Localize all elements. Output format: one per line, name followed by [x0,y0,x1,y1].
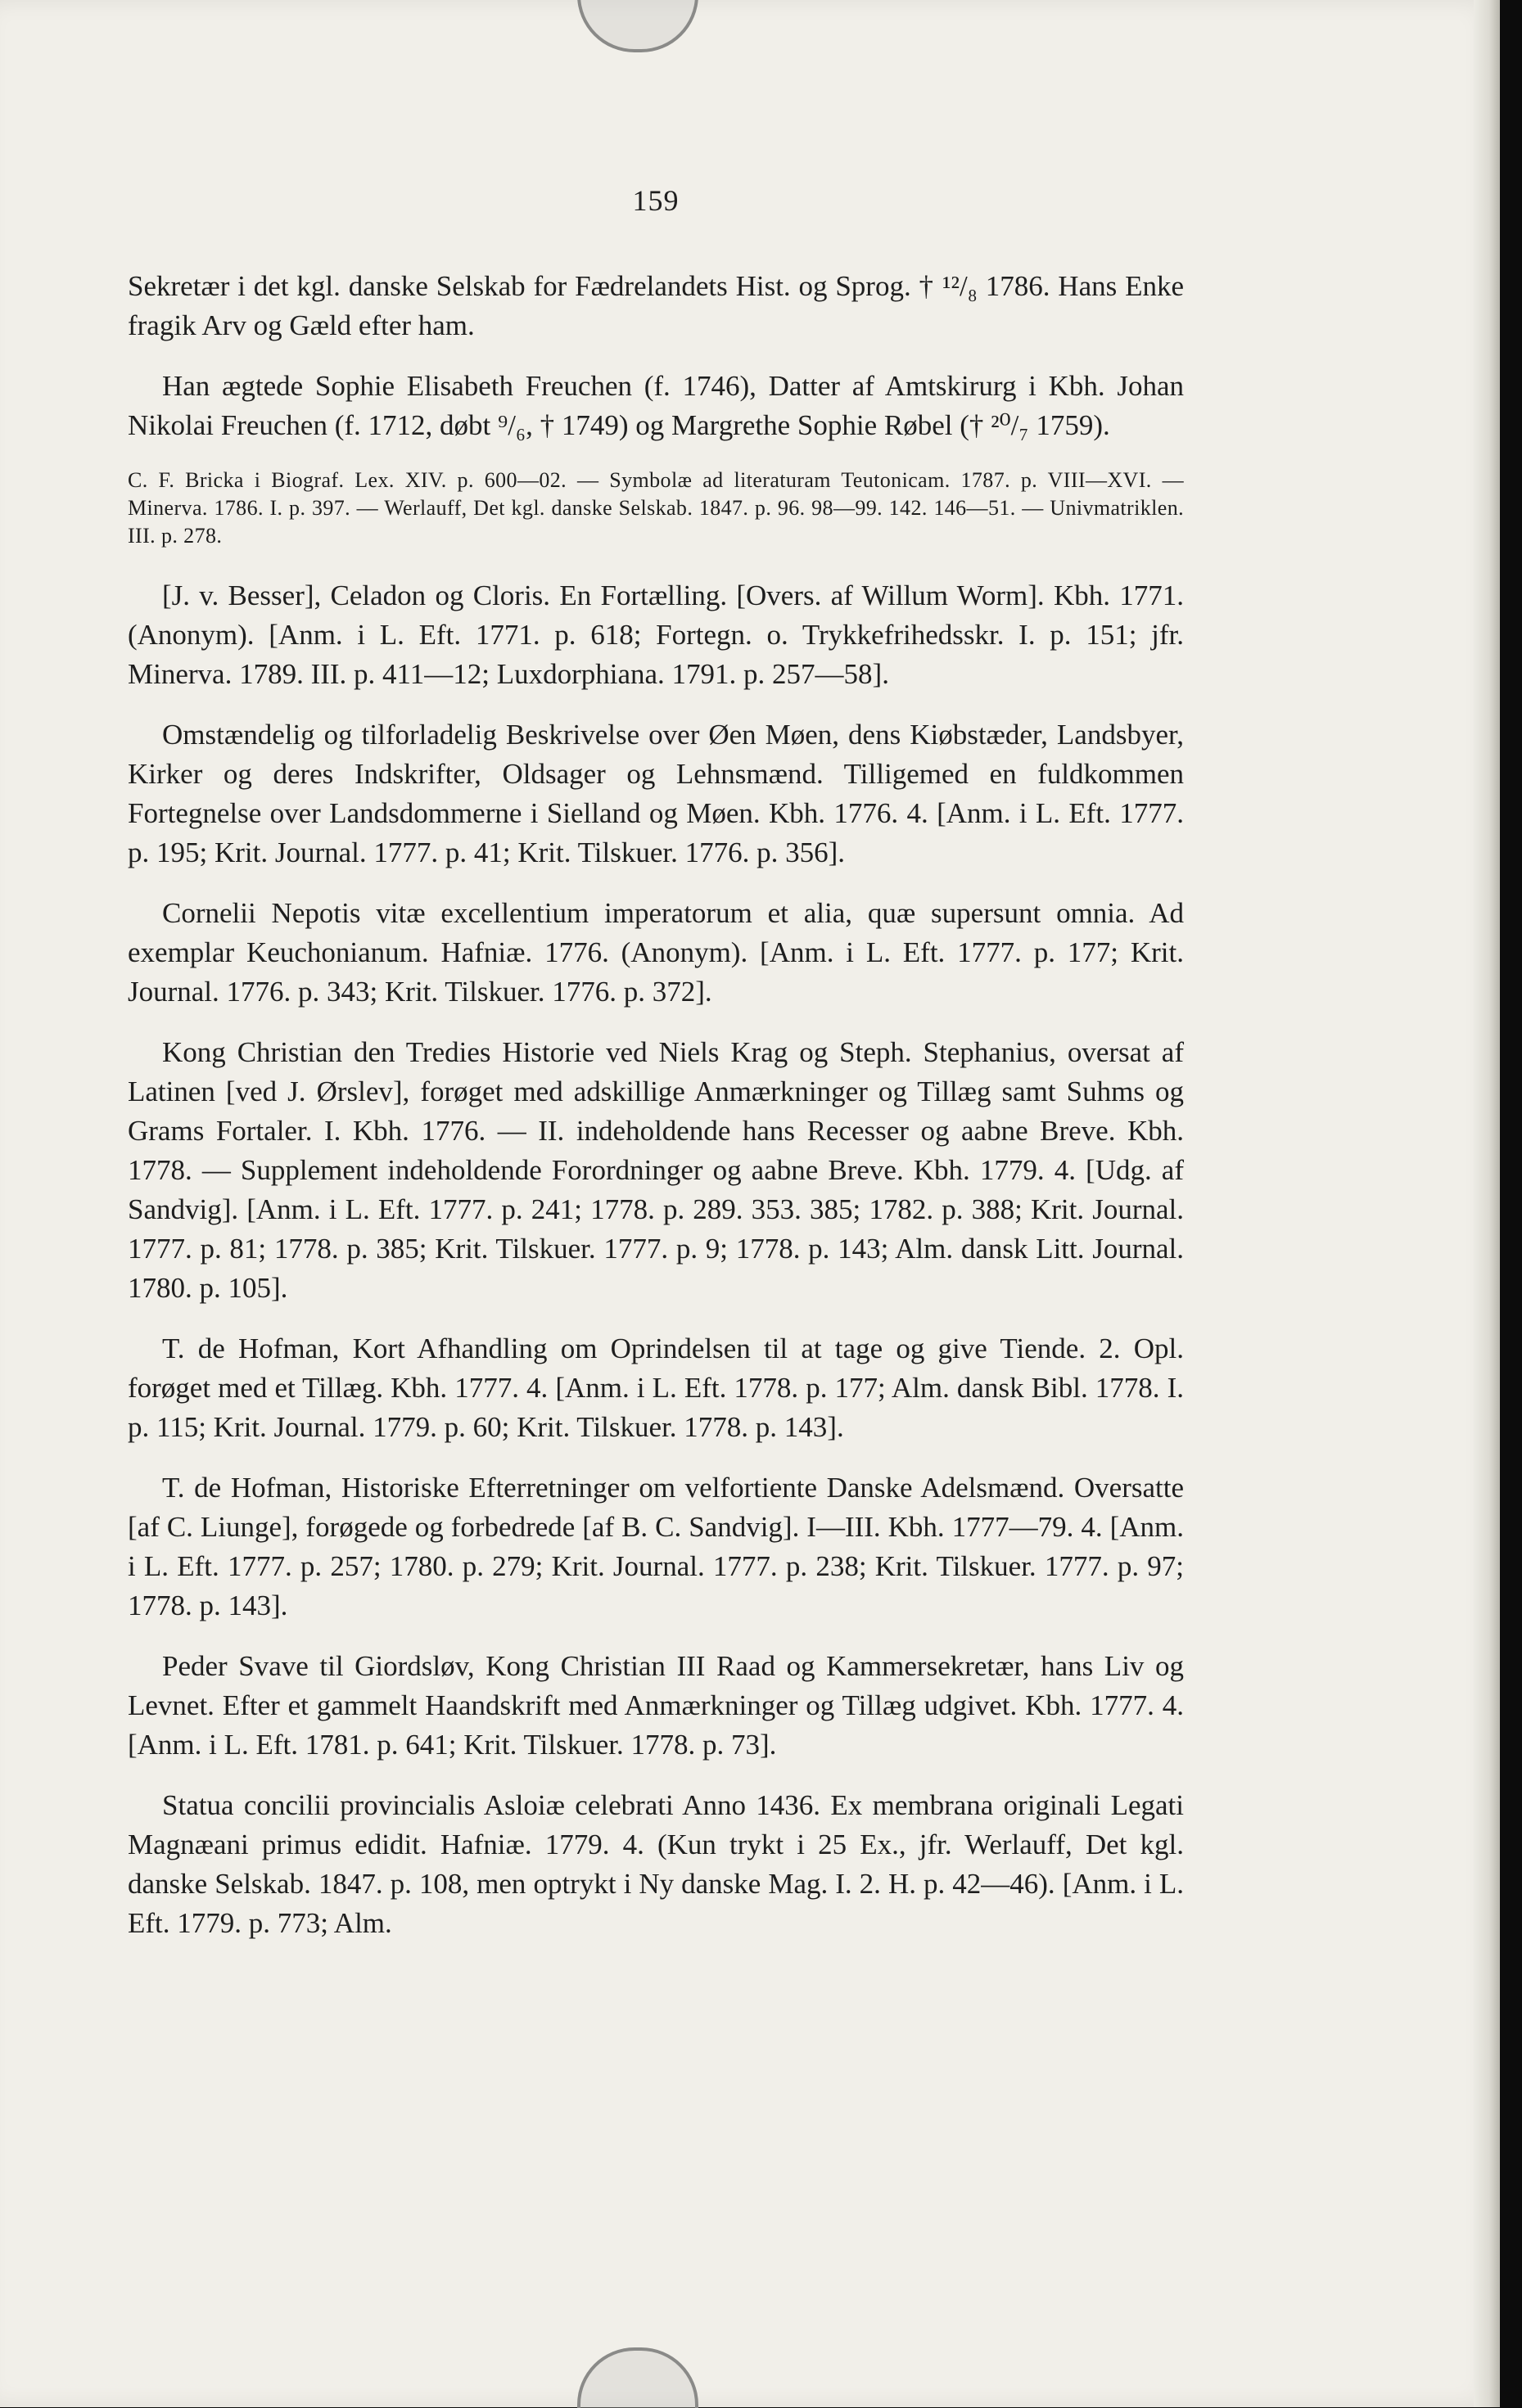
entry-celadon: [J. v. Besser], Celadon og Cloris. En Fortælling. [Overs. af Willum Worm]. Kbh. 1771. (Anonym). [Anm. i L. Eft. 1771. p. 618; Fortegn. o. Trykkefrihedsskr. I. p. 151; jfr. Minerva. 1789. III. p. 411—12; Luxdorphiana. 1791. p. 257—58]. [128,579,1184,690]
paragraph-2: Han ægtede Sophie Elisabeth Freuchen (f. 1746), Datter af Amtskirurg i Kbh. Johan Nikolai Freuchen (f. 1712, døbt ⁹/₆, † 1749) og Margrethe Sophie Røbel († ²⁰/₇ 1759). [128,370,1184,441]
entry-statua-concilii: Statua concilii provincialis Asloiæ celebrati Anno 1436. Ex membrana originali Legati Magnæani primus edidit. Hafniæ. 1779. 4. (Kun trykt i 25 Ex., jfr. Werlauff, Det kgl. danske Selskab. 1847. p. 108, men optrykt i Ny danske Mag. I. 2. H. p. 42—46). [Anm. i L. Eft. 1779. p. 773; Alm. [128,1789,1184,1939]
binding-notch-bottom [577,2347,698,2408]
binding-notch-top [577,0,698,52]
paragraph-1: Sekretær i det kgl. danske Selskab for Fædrelandets Hist. og Sprog. † ¹²/₈ 1786. Hans Enke fragik Arv og Gæld efter ham. [128,270,1184,341]
entry-peder-svave: Peder Svave til Giordsløv, Kong Christian III Raad og Kammersekretær, hans Liv og Levnet. Efter et gammelt Haandskrift med Anmærkninger og Tillæg udgivet. Kbh. 1777. 4. [Anm. i L. Eft. 1781. p. 641; Krit. Tilskuer. 1778. p. 73]. [128,1650,1184,1761]
page-edge [1474,0,1500,2407]
page-number: 159 [632,184,680,217]
references-note: C. F. Bricka i Biograf. Lex. XIV. p. 600—02. — Symbolæ ad literaturam Teutonicam. 1787. p. VIII—XVI. — Minerva. 1786. I. p. 397. — Werlauff, Det kgl. danske Selskab. 1847. p. 96. 98—99. 142. 146—51. — Univmatriklen. III. p. 278. [128,468,1184,548]
entry-hofman-tiende: T. de Hofman, Kort Afhandling om Oprindelsen til at tage og give Tiende. 2. Opl. forøget med et Tillæg. Kbh. 1777. 4. [Anm. i L. Eft. 1778. p. 177; Alm. dansk Bibl. 1778. I. p. 115; Krit. Journal. 1779. p. 60; Krit. Tilskuer. 1778. p. 143]. [128,1333,1184,1443]
page-content [128,147,1184,1964]
entry-hofman-adelsmaend: T. de Hofman, Historiske Efterretninger om velfortiente Danske Adelsmænd. Oversatte [af C. Liunge], forøgede og forbedrede [af B. C. Sandvig]. I—III. Kbh. 1777—79. 4. [Anm. i L. Eft. 1777. p. 257; 1780. p. 279; Krit. Journal. 1777. p. 238; Krit. Tilskuer. 1777. p. 97; 1778. p. 143]. [128,1472,1184,1621]
entry-christian-iii: Kong Christian den Tredies Historie ved Niels Krag og Steph. Stephanius, oversat af Latinen [ved J. Ørslev], forøget med adskillige Anmærkninger og Tillæg samt Suhms og Grams Fortaler. I. Kbh. 1776. — II. indeholdende hans Recesser og aabne Breve. Kbh. 1778. — Supplement indeholdende Forordninger og aabne Breve. Kbh. 1779. 4. [Udg. af Sandvig]. [Anm. i L. Eft. 1777. p. 241; 1778. p. 289. 353. 385; 1782. p. 388; Krit. Journal. 1777. p. 81; 1778. p. 385; Krit. Tilskuer. 1777. p. 9; 1778. p. 143; Alm. dansk Litt. Journal. 1780. p. 105]. [128,1036,1184,1304]
entry-moen: Omstændelig og tilforladelig Beskrivelse over Øen Møen, dens Kiøbstæder, Landsbyer, Kirker og deres Indskrifter, Oldsager og Lehnsmænd. Tilligemed en fuldkommen Fortegnelse over Landsdommerne i Sielland og Møen. Kbh. 1776. 4. [Anm. i L. Eft. 1777. p. 195; Krit. Journal. 1777. p. 41; Krit. Tilskuer. 1776. p. 356]. [128,719,1184,868]
entry-nepos: Cornelii Nepotis vitæ excellentium imperatorum et alia, quæ supersunt omnia. Ad exemplar Keuchonianum. Hafniæ. 1776. (Anonym). [Anm. i L. Eft. 1777. p. 177; Krit. Journal. 1776. p. 343; Krit. Tilskuer. 1776. p. 372]. [128,897,1184,1008]
